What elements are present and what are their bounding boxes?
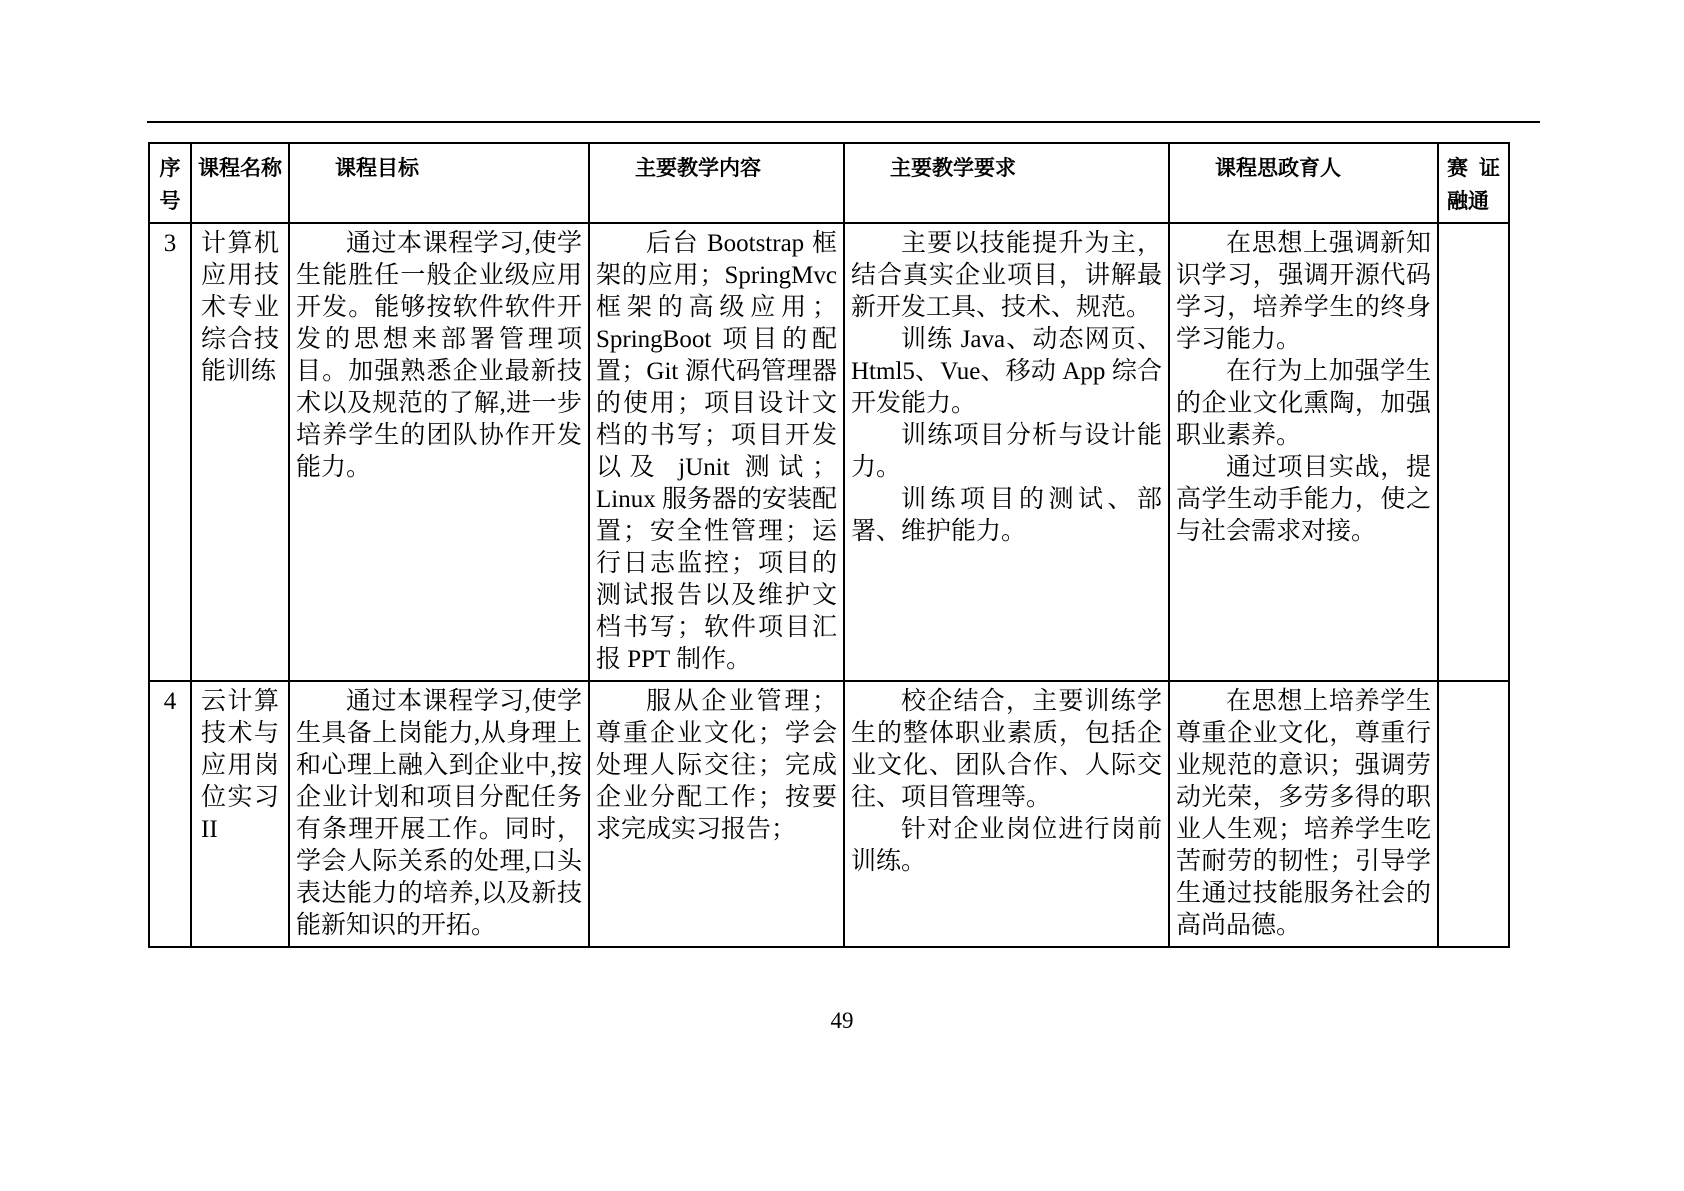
header-teaching-content: 主要教学内容 [589,143,844,223]
course-name-text: 计算机应用技术专业综合技能训练 [201,230,279,385]
cell-ideology-education: 在思想上培养学生尊重企业文化，尊重行业规范的意识；强调劳动光荣，多劳多得的职业人生观；培养学生吃苦耐劳的韧性；引导学生通过技能服务社会的高尚品德。 [1169,681,1438,947]
page-header-rule [147,121,1540,123]
course-name-text: 云计算技术与应用岗位实习II [201,688,279,843]
cell-serial-number: 4 [149,681,191,947]
cell-course-name [191,223,289,681]
header-course-name: 课程名称 [191,143,289,223]
page-number: 49 [830,1008,854,1033]
header-ideology-education: 课程思政育人 [1169,143,1438,223]
cell-serial-number: 3 [149,223,191,681]
cell-competition-certificate [1438,223,1509,681]
cell-course-goal: 通过本课程学习,使学生具备上岗能力,从身理上和心理上融入到企业中,按企业计划和项目分配任务有条理开展工作。同时，学会人际关系的处理,口头表达能力的培养,以及新技能新知识的开拓。 [289,681,589,947]
cell-competition-certificate [1438,681,1509,947]
table-row-course-3 [149,223,1509,681]
cell-teaching-requirement: 主要以技能提升为主，结合真实企业项目，讲解最新开发工具、技术、规范。 训练 Java、动态网页、Html5、Vue、移动 App 综合开发能力。 训练项目分析与设计能力。 训练项目的测试、部署、维护能力。 [844,223,1169,681]
header-competition-certificate: 赛证融通 [1438,143,1509,223]
cell-ideology-education: 在思想上强调新知识学习，强调开源代码学习，培养学生的终身学习能力。 在行为上加强学生的企业文化熏陶，加强职业素养。 通过项目实战，提高学生动手能力，使之与社会需求对接。 [1169,223,1438,681]
cell-teaching-content: 后台 Bootstrap 框架的应用；SpringMvc 框架的高级应用；SpringBoot 项目的配置；Git 源代码管理器的使用；项目设计文档的书写；项目开发以及 jUnit 测试；Linux 服务器的安装配置；安全性管理；运行日志监控；项目的测试报告以及维护文档书写；软件项目汇报 PPT 制作。 [589,223,844,681]
cell-course-goal: 通过本课程学习,使学生能胜任一般企业级应用开发。能够按软件软件开发的思想来部署管理项目。加强熟悉企业最新技术以及规范的了解,进一步培养学生的团队协作开发能力。 [289,223,589,681]
table-row-course-4 [149,681,1509,947]
cell-course-name [191,681,289,947]
cell-teaching-requirement: 校企结合，主要训练学生的整体职业素质，包括企业文化、团队合作、人际交往、项目管理等。 针对企业岗位进行岗前训练。 [844,681,1169,947]
course-plan-table [148,142,1510,948]
header-course-goal: 课程目标 [289,143,589,223]
header-teaching-requirement: 主要教学要求 [844,143,1169,223]
table-header-row [149,143,1509,223]
header-serial-number: 序号 [149,143,191,223]
cell-teaching-content: 服从企业管理；尊重企业文化；学会处理人际交往；完成企业分配工作；按要求完成实习报告； [589,681,844,947]
